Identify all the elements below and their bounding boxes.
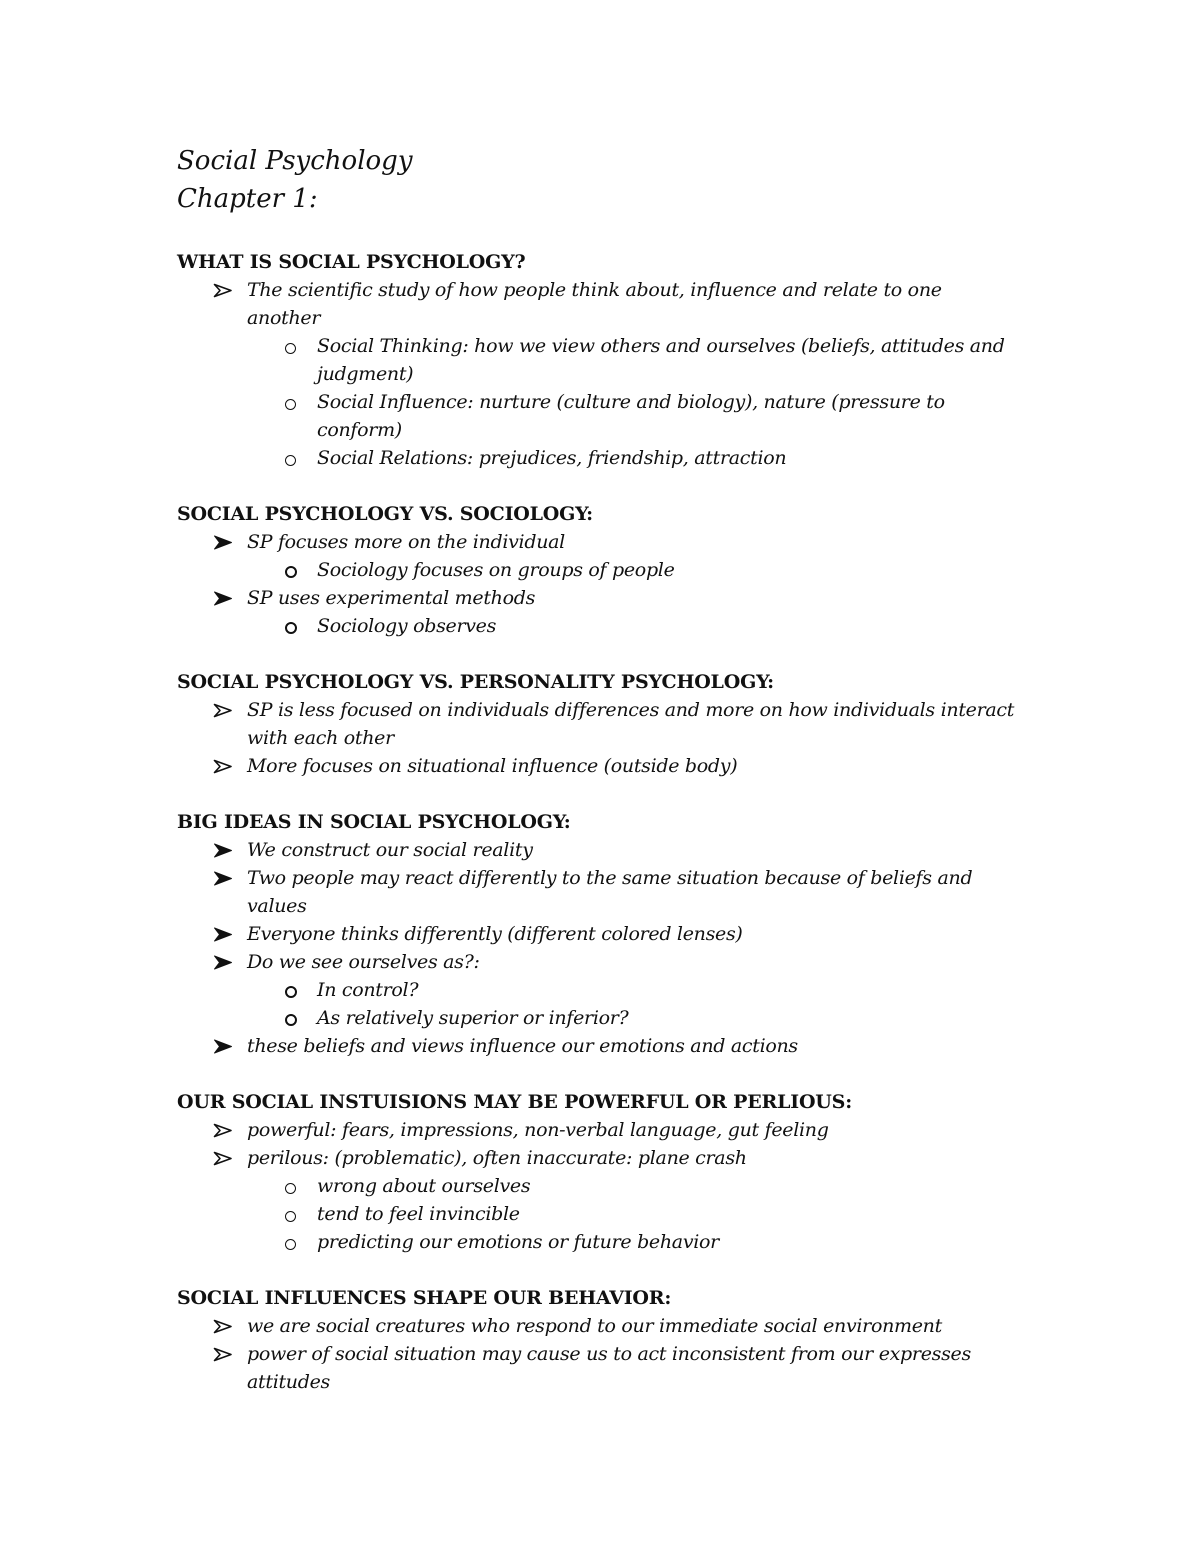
list-item-text: predicting our emotions or future behavior xyxy=(317,1231,719,1253)
arrow-outline-icon xyxy=(213,276,237,298)
list-item xyxy=(177,332,1017,388)
document-page xyxy=(177,142,1017,1396)
list-item xyxy=(177,948,1017,976)
list-item-text: Social Influence: nurture (culture and biology), nature (pressure to conform) xyxy=(317,391,945,441)
list-item-text: wrong about ourselves xyxy=(317,1175,531,1197)
section-heading: WHAT IS SOCIAL PSYCHOLOGY? xyxy=(177,251,526,273)
list-item xyxy=(177,388,1017,444)
list-item-text: As relatively superior or inferior? xyxy=(317,1007,629,1029)
list-item xyxy=(177,976,1017,1004)
bold-circle-icon xyxy=(283,1004,307,1026)
list-item-text: Sociology observes xyxy=(317,615,497,637)
list-item xyxy=(177,1032,1017,1060)
list-item-text: these beliefs and views influence our emotions and actions xyxy=(247,1035,798,1057)
section xyxy=(177,668,1017,780)
list-item xyxy=(177,1144,1017,1172)
arrow-solid-icon xyxy=(213,528,237,550)
section xyxy=(177,808,1017,1060)
list-item-text: powerful: fears, impressions, non-verbal language, gut feeling xyxy=(247,1119,829,1141)
list-item-text: More focuses on situational influence (outside body) xyxy=(247,755,738,777)
open-circle-icon xyxy=(283,332,307,354)
arrow-outline-icon xyxy=(213,1144,237,1166)
list-item xyxy=(177,528,1017,556)
bold-circle-icon xyxy=(283,612,307,634)
list-item-text: In control? xyxy=(317,979,419,1001)
list-item-text: SP is less focused on individuals differences and more on how individuals interact with each other xyxy=(247,699,1015,749)
list-item-text: Two people may react differently to the same situation because of beliefs and values xyxy=(247,867,973,917)
section xyxy=(177,1088,1017,1256)
arrow-outline-icon xyxy=(213,1116,237,1138)
list-item xyxy=(177,1228,1017,1256)
arrow-outline-icon xyxy=(213,1312,237,1334)
list-item-text: Social Thinking: how we view others and ourselves (beliefs, attitudes and judgment) xyxy=(317,335,1005,385)
list-item-text: perilous: (problematic), often inaccurate: plane crash xyxy=(247,1147,747,1169)
list-item-text: Do we see ourselves as?: xyxy=(247,951,480,973)
list-item-text: The scientific study of how people think about, influence and relate to one another xyxy=(247,279,942,329)
list-item-text: Everyone thinks differently (different colored lenses) xyxy=(247,923,743,945)
list-item xyxy=(177,444,1017,472)
bold-circle-icon xyxy=(283,556,307,578)
list-item xyxy=(177,556,1017,584)
arrow-solid-icon xyxy=(213,920,237,942)
arrow-solid-icon xyxy=(213,864,237,886)
list-item xyxy=(177,752,1017,780)
arrow-solid-icon xyxy=(213,584,237,606)
list-item xyxy=(177,1312,1017,1340)
arrow-outline-icon xyxy=(213,696,237,718)
list-item xyxy=(177,864,1017,920)
open-circle-icon xyxy=(283,444,307,466)
title-line-2: Chapter 1: xyxy=(177,184,318,214)
bold-circle-icon xyxy=(283,976,307,998)
section xyxy=(177,1284,1017,1396)
notes-body xyxy=(177,248,1017,1396)
list-item xyxy=(177,612,1017,640)
section-heading: SOCIAL PSYCHOLOGY VS. PERSONALITY PSYCHOLOGY: xyxy=(177,671,774,693)
list-item xyxy=(177,836,1017,864)
section-heading: SOCIAL PSYCHOLOGY VS. SOCIOLOGY: xyxy=(177,503,593,525)
list-item xyxy=(177,1004,1017,1032)
open-circle-icon xyxy=(283,1200,307,1222)
list-item xyxy=(177,1116,1017,1144)
list-item xyxy=(177,1340,1017,1396)
arrow-outline-icon xyxy=(213,752,237,774)
list-item-text: SP uses experimental methods xyxy=(247,587,536,609)
list-item-text: we are social creatures who respond to our immediate social environment xyxy=(247,1315,942,1337)
list-item-text: We construct our social reality xyxy=(247,839,533,861)
list-item xyxy=(177,696,1017,752)
list-item xyxy=(177,920,1017,948)
list-item xyxy=(177,1172,1017,1200)
list-item-text: power of social situation may cause us to act inconsistent from our expresses attitudes xyxy=(247,1343,971,1393)
section-heading: BIG IDEAS IN SOCIAL PSYCHOLOGY: xyxy=(177,811,571,833)
title-line-1: Social Psychology xyxy=(177,146,413,176)
arrow-solid-icon xyxy=(213,836,237,858)
list-item xyxy=(177,584,1017,612)
section-heading: SOCIAL INFLUENCES SHAPE OUR BEHAVIOR: xyxy=(177,1287,672,1309)
document-title xyxy=(177,142,1017,218)
list-item xyxy=(177,276,1017,332)
arrow-outline-icon xyxy=(213,1340,237,1362)
list-item-text: SP focuses more on the individual xyxy=(247,531,565,553)
open-circle-icon xyxy=(283,388,307,410)
list-item-text: Social Relations: prejudices, friendship, attraction xyxy=(317,447,787,469)
section xyxy=(177,500,1017,640)
list-item-text: tend to feel invincible xyxy=(317,1203,520,1225)
list-item xyxy=(177,1200,1017,1228)
open-circle-icon xyxy=(283,1172,307,1194)
open-circle-icon xyxy=(283,1228,307,1250)
arrow-solid-icon xyxy=(213,1032,237,1054)
section xyxy=(177,248,1017,472)
arrow-solid-icon xyxy=(213,948,237,970)
section-heading: OUR SOCIAL INSTUISIONS MAY BE POWERFUL OR PERLIOUS: xyxy=(177,1091,853,1113)
list-item-text: Sociology focuses on groups of people xyxy=(317,559,675,581)
